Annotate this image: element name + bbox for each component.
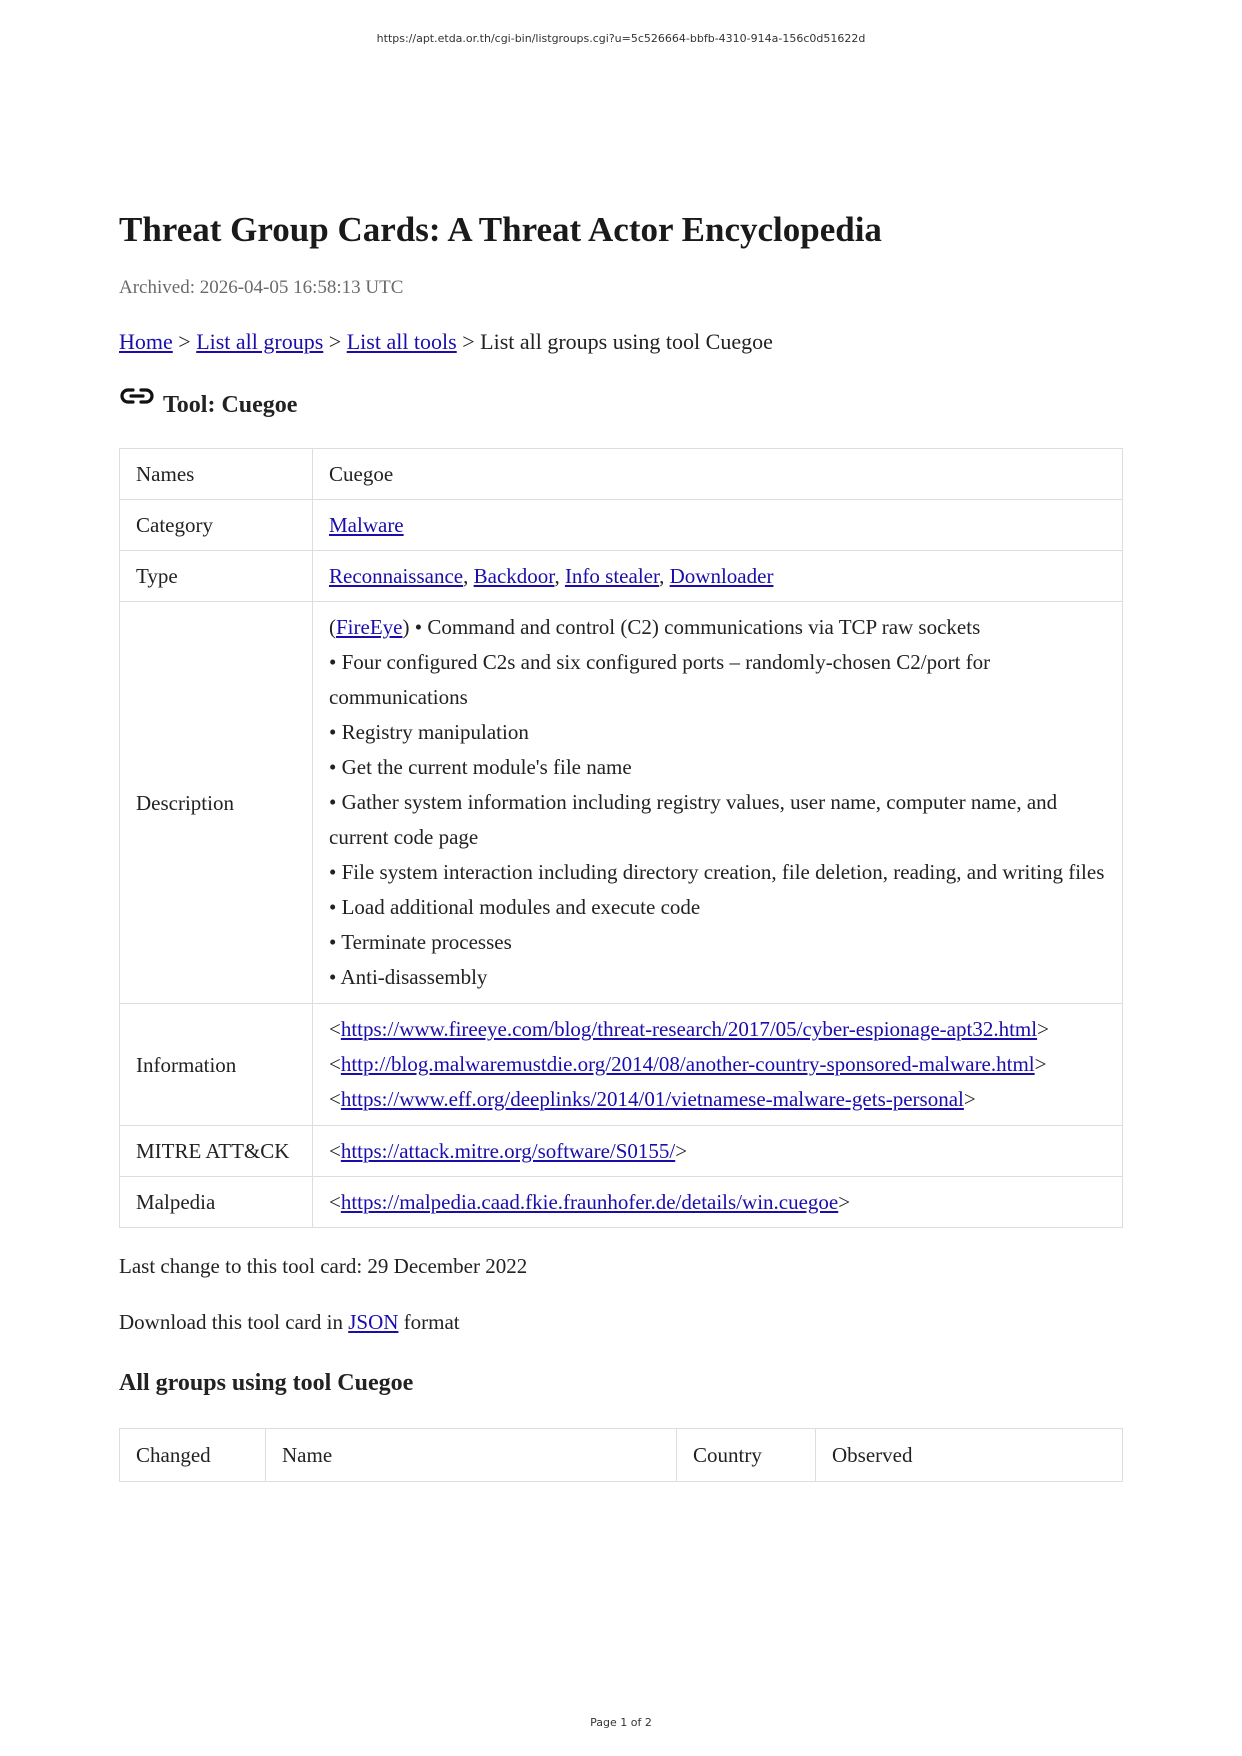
table-row xyxy=(120,1177,1123,1228)
eff-reference-link[interactable]: https://www.eff.org/deeplinks/2014/01/vietnamese-malware-gets-personal xyxy=(340,1087,964,1111)
table-row xyxy=(120,1004,1123,1126)
breadcrumb-current: List all groups using tool Cuegoe xyxy=(480,329,773,354)
type-values xyxy=(313,551,1123,602)
angle-open: < xyxy=(329,1190,341,1214)
breadcrumb-groups-link[interactable]: List all groups xyxy=(196,329,324,354)
type-info-stealer-link[interactable]: Info stealer xyxy=(564,564,660,588)
breadcrumb xyxy=(119,328,1123,356)
json-download-link[interactable]: JSON xyxy=(348,1310,399,1334)
description-label: Description xyxy=(120,602,313,1004)
description-line xyxy=(329,610,1106,645)
column-header-observed[interactable]: Observed xyxy=(816,1429,1123,1482)
column-header-changed[interactable]: Changed xyxy=(120,1429,266,1482)
breadcrumb-separator: > xyxy=(456,329,481,354)
information-label: Information xyxy=(120,1004,313,1126)
angle-open: < xyxy=(329,1017,341,1041)
tool-heading-text: Tool: Cuegoe xyxy=(163,392,298,418)
archived-timestamp: Archived: 2026-04-05 16:58:13 UTC xyxy=(119,277,404,298)
angle-close: > xyxy=(1037,1017,1049,1041)
angle-close: > xyxy=(838,1190,851,1214)
description-line: • Anti-disassembly xyxy=(329,965,488,989)
source-paren-open: ( xyxy=(329,615,336,639)
table-row xyxy=(120,551,1123,602)
breadcrumb-tools-link[interactable]: List all tools xyxy=(346,329,457,354)
source-paren-close: ) xyxy=(402,615,410,639)
page-footer: Page 1 of 2 xyxy=(590,1716,652,1729)
type-downloader-link[interactable]: Downloader xyxy=(669,564,774,588)
malpedia-value xyxy=(313,1177,1123,1228)
print-header-url: https://apt.etda.or.th/cgi-bin/listgroups.cgi?u=5c526664-bbfb-4310-914a-156c0d51622d xyxy=(376,32,866,45)
breadcrumb-separator: > xyxy=(172,329,197,354)
fireeye-source-link[interactable]: FireEye xyxy=(336,615,403,639)
download-line xyxy=(119,1308,1123,1336)
malwaremustdie-reference-link[interactable]: http://blog.malwaremustdie.org/2014/08/another-country-sponsored-malware.html xyxy=(340,1052,1035,1076)
information-line xyxy=(329,1012,1106,1047)
type-reconnaissance-link[interactable]: Reconnaissance xyxy=(329,564,464,588)
category-label: Category xyxy=(120,500,313,551)
description-line: • Registry manipulation xyxy=(329,720,529,744)
download-prefix: Download this tool card in xyxy=(119,1310,349,1334)
groups-table xyxy=(119,1428,1123,1482)
groups-heading: All groups using tool Cuegoe xyxy=(119,1370,414,1396)
type-separator: , xyxy=(659,564,670,588)
description-value xyxy=(313,602,1123,1004)
page-content xyxy=(119,210,1123,1482)
angle-open: < xyxy=(329,1052,341,1076)
angle-close: > xyxy=(675,1139,688,1163)
tool-heading xyxy=(119,390,1123,420)
names-label: Names xyxy=(120,449,313,500)
description-line: • File system interaction including directory creation, file deletion, reading, and writing files xyxy=(329,860,1105,884)
fireeye-reference-link[interactable]: https://www.fireeye.com/blog/threat-research/2017/05/cyber-espionage-apt32.html xyxy=(340,1017,1038,1041)
download-suffix: format xyxy=(398,1310,460,1334)
information-line xyxy=(329,1047,1106,1082)
last-change-text: Last change to this tool card: 29 December 2022 xyxy=(119,1254,528,1278)
description-line: • Gather system information including registry values, user name, computer name, and current code page xyxy=(329,790,1058,849)
angle-close: > xyxy=(1034,1052,1047,1076)
category-value xyxy=(313,500,1123,551)
table-row xyxy=(120,449,1123,500)
malpedia-link[interactable]: https://malpedia.caad.fkie.fraunhofer.de/details/win.cuegoe xyxy=(340,1190,839,1214)
angle-close: > xyxy=(963,1087,976,1111)
description-line: • Get the current module's file name xyxy=(329,755,632,779)
description-line: • Load additional modules and execute code xyxy=(329,895,701,919)
type-label: Type xyxy=(120,551,313,602)
angle-open: < xyxy=(329,1139,341,1163)
description-line: • Terminate processes xyxy=(329,930,512,954)
type-backdoor-link[interactable]: Backdoor xyxy=(473,564,555,588)
description-line: • Four configured C2s and six configured ports – randomly-chosen C2/port for communications xyxy=(329,650,991,709)
link-icon xyxy=(119,384,155,408)
column-header-country[interactable]: Country xyxy=(677,1429,816,1482)
category-malware-link[interactable]: Malware xyxy=(329,513,404,537)
tool-info-table xyxy=(119,448,1123,1228)
type-separator: , xyxy=(463,564,474,588)
table-row xyxy=(120,602,1123,1004)
description-first-line: • Command and control (C2) communications via TCP raw sockets xyxy=(409,615,981,639)
breadcrumb-separator: > xyxy=(323,329,347,354)
names-value: Cuegoe xyxy=(313,449,1123,500)
information-line xyxy=(329,1082,1106,1117)
type-separator: , xyxy=(554,564,565,588)
breadcrumb-home-link[interactable]: Home xyxy=(119,329,173,354)
malpedia-label: Malpedia xyxy=(120,1177,313,1228)
mitre-value xyxy=(313,1126,1123,1177)
mitre-link[interactable]: https://attack.mitre.org/software/S0155/ xyxy=(340,1139,676,1163)
mitre-label: MITRE ATT&CK xyxy=(120,1126,313,1177)
table-row xyxy=(120,1126,1123,1177)
page-title: Threat Group Cards: A Threat Actor Encyclopedia xyxy=(119,210,882,249)
column-header-name[interactable]: Name xyxy=(266,1429,677,1482)
groups-table-header-row xyxy=(120,1429,1123,1482)
angle-open: < xyxy=(329,1087,341,1111)
information-value xyxy=(313,1004,1123,1126)
table-row xyxy=(120,500,1123,551)
